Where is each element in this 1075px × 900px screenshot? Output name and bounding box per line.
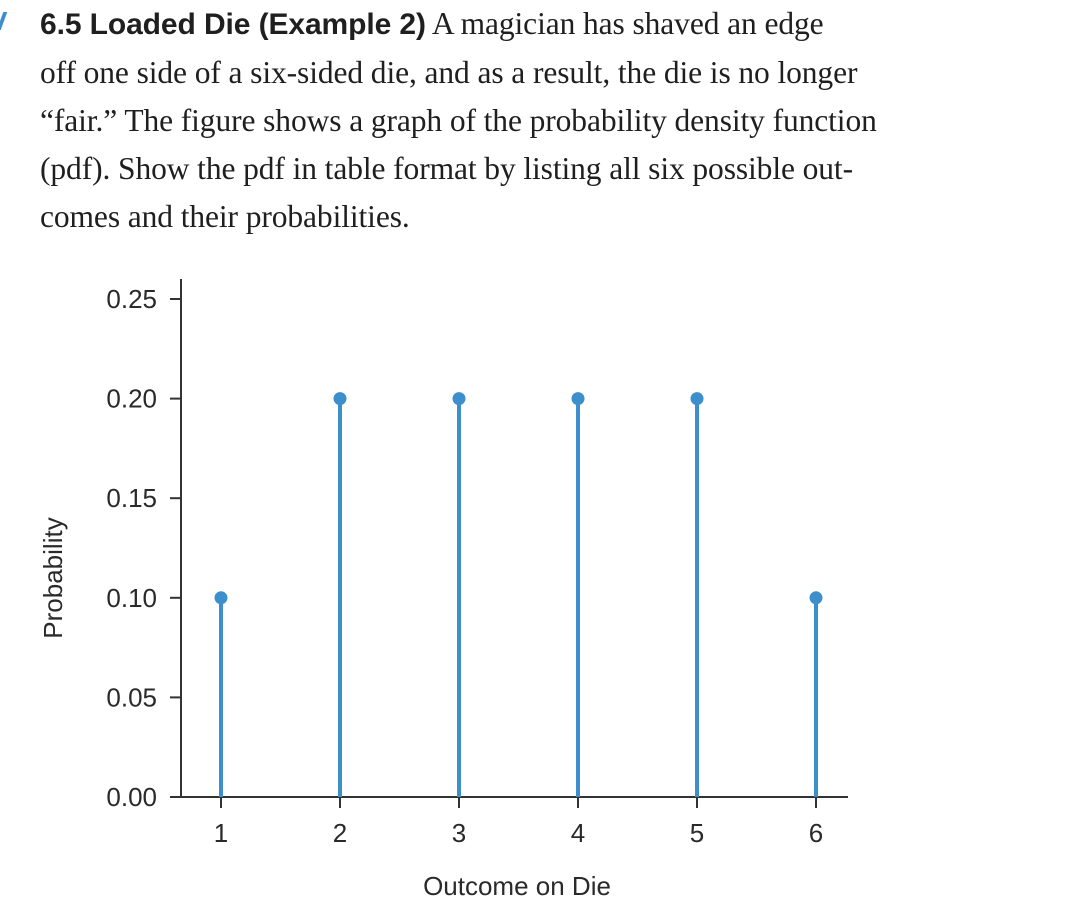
problem-line-4: (pdf). Show the pdf in table format by listing all six possible out-	[40, 151, 853, 186]
problem-heading: 6.5 Loaded Die (Example 2)	[40, 8, 426, 41]
problem-text	[40, 0, 1070, 241]
stem-marker	[572, 392, 585, 405]
problem-line-3: “fair.” The figure shows a graph of the probability density function	[40, 103, 877, 138]
problem-line-2: off one side of a six-sided die, and as a result, the die is no longer	[40, 55, 858, 90]
x-tick-label: 6	[808, 818, 824, 848]
stem-marker	[691, 392, 704, 405]
margin-marker	[0, 12, 7, 30]
stem-marker	[215, 591, 228, 604]
y-tick-label: 0.00	[106, 782, 157, 812]
stem-marker	[810, 591, 823, 604]
x-tick-label: 5	[689, 818, 705, 848]
y-tick-label: 0.05	[106, 682, 157, 713]
x-tick-label: 2	[332, 818, 348, 848]
y-axis-label: Probability	[38, 517, 68, 639]
stem-marker	[453, 392, 466, 405]
y-tick-label: 0.20	[106, 383, 157, 414]
problem-line-5: comes and their probabilities.	[40, 199, 410, 234]
y-tick-label: 0.15	[106, 483, 157, 514]
stems	[215, 392, 823, 797]
x-axis-label: Outcome on Die	[423, 871, 611, 900]
y-tick-label: 0.25	[106, 284, 157, 314]
x-tick-label: 4	[570, 818, 586, 848]
pdf-stem-chart	[0, 250, 1075, 900]
problem-line-1-text: A magician has shaved an edge	[425, 6, 824, 41]
y-axis	[106, 279, 181, 812]
x-tick-label: 3	[451, 818, 467, 848]
x-tick-label: 1	[213, 818, 229, 848]
problem-line-1	[40, 0, 1070, 49]
y-tick-label: 0.10	[106, 582, 157, 613]
x-axis	[181, 797, 848, 848]
stem-marker	[334, 392, 347, 405]
